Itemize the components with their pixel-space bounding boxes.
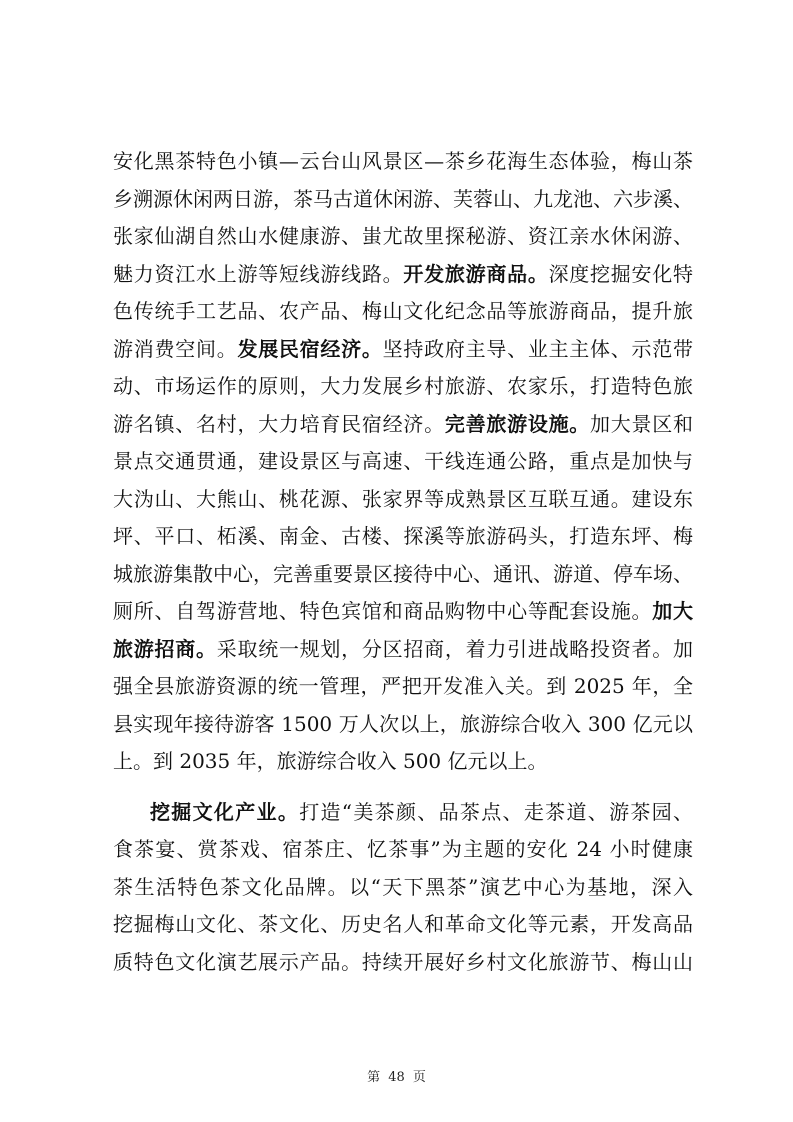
text-run: 张家仙湖自然山水健康游、蚩尤故里探秘游、资江亲水休闲游、 [113, 224, 693, 248]
text-line [113, 331, 693, 369]
section-heading: 完善旅游设施。 [444, 411, 591, 436]
section-heading: 挖掘文化产业。 [150, 799, 300, 824]
text-run: 厕所、自驾游营地、特色宾馆和商品购物中心等配套设施。 [113, 599, 653, 623]
text-line [113, 869, 693, 907]
text-line [113, 794, 693, 832]
text-line [113, 218, 693, 256]
text-run: 乡溯源休闲两日游，茶马古道休闲游、芙蓉山、九龙池、六步溪、 [113, 186, 693, 211]
text-run: 坪、平口、柘溪、南金、古楼、探溪等旅游码头，打造东坪、梅 [113, 524, 693, 548]
text-run: 魅力资江水上游等短线游线路。 [113, 261, 404, 286]
text-line [113, 256, 693, 294]
text-line [113, 406, 693, 444]
section-heading: 开发旅游商品。 [403, 261, 549, 286]
document-body [113, 143, 693, 981]
section-heading: 旅游招商。 [113, 636, 217, 661]
text-run: 游消费空间。 [113, 336, 238, 361]
text-run: 茶生活特色茶文化品牌。以“天下黑茶”演艺中心为基地，深入 [113, 874, 693, 899]
page-suffix: 页 [412, 1070, 426, 1085]
text-line [113, 481, 693, 519]
text-run: 城旅游集散中心，完善重要景区接待中心、通讯、游道、停车场、 [113, 561, 693, 586]
text-run: 安化黑茶特色小镇—云台山风景区—茶乡花海生态体验，梅山茶 [113, 149, 693, 173]
text-run: 加大景区和 [590, 411, 693, 436]
text-line [113, 293, 693, 331]
text-run: 动、市场运作的原则，大力发展乡村旅游、农家乐，打造特色旅 [113, 374, 693, 398]
text-line [113, 593, 693, 631]
text-line [113, 143, 693, 181]
text-run: 上。到 2035 年，旅游综合收入 500 亿元以上。 [113, 749, 548, 773]
text-run: 采取统一规划，分区招商，着力引进战略投资者。加 [216, 636, 693, 661]
text-run: 挖掘梅山文化、茶文化、历史名人和革命文化等元素，开发高品 [113, 912, 693, 936]
text-line [113, 706, 693, 744]
text-line [113, 831, 693, 869]
text-run: 打造“美茶颜、品茶点、走茶道、游茶园、 [299, 799, 693, 824]
text-line [113, 944, 693, 982]
text-line [113, 743, 693, 781]
section-heading: 加大 [652, 599, 693, 623]
page-number: 48 [388, 1070, 405, 1085]
text-run: 县实现年接待游客 1500 万人次以上，旅游综合收入 300 亿元以 [113, 711, 693, 736]
text-line [113, 668, 693, 706]
text-line [113, 368, 693, 406]
text-run: 大沩山、大熊山、桃花源、张家界等成熟景区互联互通。建设东 [113, 486, 693, 511]
paragraph-gap [113, 781, 693, 794]
text-run: 景点交通贯通，建设景区与高速、干线连通公路，重点是加快与 [113, 449, 693, 473]
text-run: 色传统手工艺品、农产品、梅山文化纪念品等旅游商品，提升旅 [113, 299, 693, 323]
text-line [113, 556, 693, 594]
text-line [113, 631, 693, 669]
text-run: 食茶宴、赏茶戏、宿茶庄、忆茶事”为主题的安化 24 小时健康 [113, 837, 693, 861]
text-run: 坚持政府主导、业主主体、示范带 [382, 336, 693, 361]
text-run: 游名镇、名村，大力培育民宿经济。 [113, 411, 445, 436]
paragraph-tourism [113, 143, 693, 781]
text-line [113, 181, 693, 219]
text-line [113, 906, 693, 944]
page-prefix: 第 [367, 1070, 381, 1085]
text-line [113, 518, 693, 556]
text-run: 深度挖掘安化特 [548, 261, 693, 286]
text-line [113, 443, 693, 481]
paragraph-culture [113, 794, 693, 982]
text-run: 强全县旅游资源的统一管理，严把开发准入关。到 2025 年，全 [113, 674, 693, 698]
page-footer [0, 1066, 793, 1085]
text-run: 质特色文化演艺展示产品。持续开展好乡村文化旅游节、梅山山 [113, 949, 693, 974]
section-heading: 发展民宿经济。 [237, 336, 383, 361]
